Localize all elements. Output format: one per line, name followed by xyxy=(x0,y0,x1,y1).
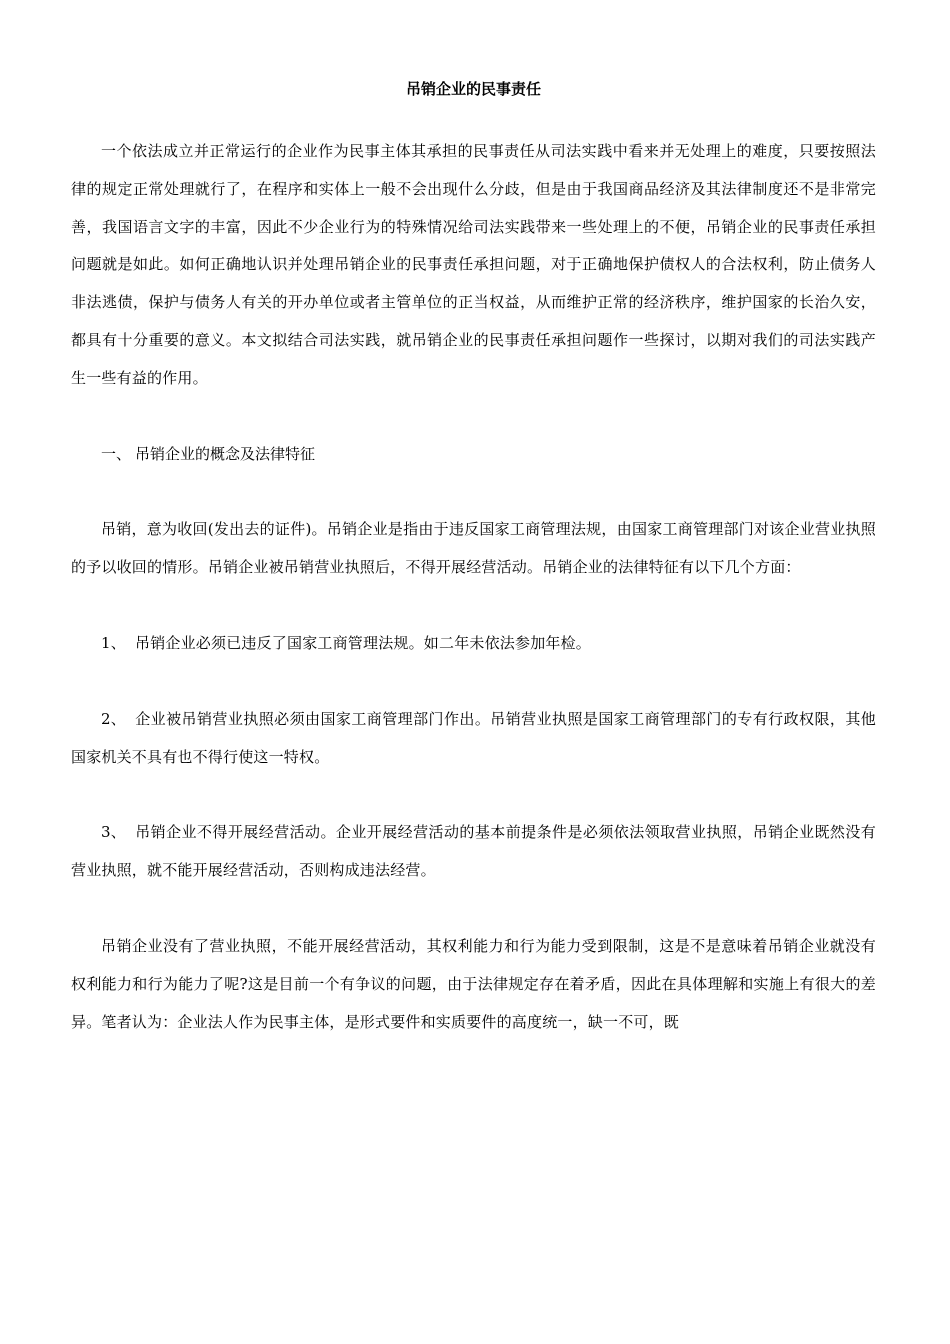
discussion-paragraph: 吊销企业没有了营业执照，不能开展经营活动，其权利能力和行为能力受到限制，这是不是意味着吊销企业就没有权利能力和行为能力了呢?这是目前一个有争议的问题，由于法律规定存在着矛盾，因此在具体理解和实施上有很大的差异。笔者认为：企业法人作为民事主体，是形式要件和实质要件的高度统一，缺一不可，既 xyxy=(71,936,876,1031)
spacer xyxy=(71,663,876,701)
document-title: 吊销企业的民事责任 xyxy=(405,80,541,98)
list-item-text: 吊销企业必须已违反了国家工商管理法规。如二年未依法参加年检。 xyxy=(135,633,592,652)
definition-paragraph: 吊销，意为收回(发出去的证件)。吊销企业是指由于违反国家工商管理法规，由国家工商管理部门对该企业营业执照的予以收回的情形。吊销企业被吊销营业执照后，不得开展经营活动。吊销企业的法律特征有以下几个方面： xyxy=(71,520,876,577)
spacer xyxy=(71,890,876,928)
intro-paragraph: 一个依法成立并正常运行的企业作为民事主体其承担的民事责任从司法实践中看来并无处理上的难度，只要按照法律的规定正常处理就行了，在程序和实体上一般不会出现什么分歧，但是由于我国商品经济及其法律制度还不是非常完善，我国语言文字的丰富，因此不少企业行为的特殊情况给司法实践带来一些处理上的不便，吊销企业的民事责任承担问题就是如此。如何正确地认识并处理吊销企业的民事责任承担问题，对于正确地保护债权人的合法权利，防止债务人非法逃债，保护与债务人有关的开办单位或者主管单位的正当权益，从而维护正常的经济秩序，维护国家的长治久安，都具有十分重要的意义。本文拟结合司法实践，就吊销企业的民事责任承担问题作一些探讨，以期对我们的司法实践产生一些有益的作用。 xyxy=(71,142,876,387)
list-item xyxy=(71,814,876,890)
spacer xyxy=(71,102,876,133)
list-item-number: 2、 xyxy=(101,709,126,728)
list-item-number: 3、 xyxy=(101,823,126,842)
section-number: 一、 xyxy=(101,444,132,463)
spacer xyxy=(71,776,876,814)
spacer xyxy=(71,398,876,436)
section-heading xyxy=(71,436,876,474)
spacer xyxy=(71,473,876,511)
section-heading-text: 吊销企业的概念及法律特征 xyxy=(135,444,316,463)
list-item xyxy=(71,625,876,663)
list-item-text: 企业被吊销营业执照必须由国家工商管理部门作出。吊销营业执照是国家工商管理部门的专有行政权限，其他国家机关不具有也不得行使这一特权。 xyxy=(71,709,876,766)
list-item-text: 吊销企业不得开展经营活动。企业开展经营活动的基本前提条件是必须依法领取营业执照，吊销企业既然没有营业执照，就不能开展经营活动，否则构成违法经营。 xyxy=(71,823,876,880)
spacer xyxy=(71,587,876,625)
list-item xyxy=(71,701,876,777)
list-item-number: 1、 xyxy=(101,633,126,652)
